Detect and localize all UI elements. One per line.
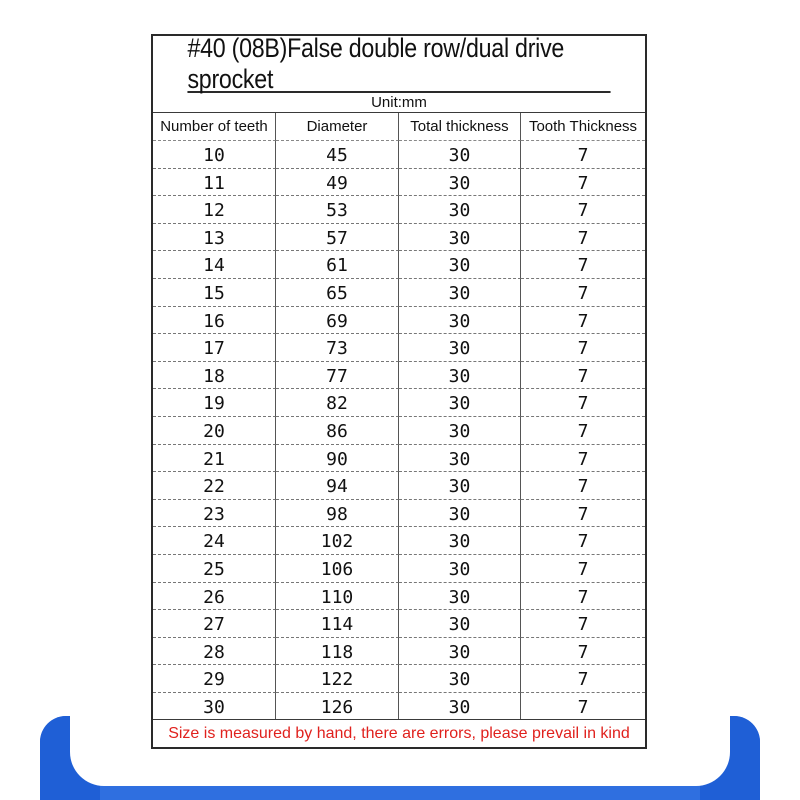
table-cell: 110: [276, 583, 399, 611]
table-cell: 53: [276, 196, 399, 224]
table-cell: 30: [399, 665, 521, 693]
table-cell: 7: [521, 224, 645, 252]
table-cell: 30: [399, 527, 521, 555]
table-cell: 7: [521, 141, 645, 169]
table-cell: 30: [399, 251, 521, 279]
table-cell: 30: [399, 307, 521, 335]
table-cell: 29: [153, 665, 276, 693]
table-cell: 7: [521, 693, 645, 721]
column-header-total-thickness: Total thickness: [399, 113, 521, 141]
table-cell: 30: [399, 279, 521, 307]
table-cell: 30: [399, 362, 521, 390]
table-cell: 7: [521, 362, 645, 390]
table-cell: 30: [399, 472, 521, 500]
table-cell: 7: [521, 638, 645, 666]
table-cell: 7: [521, 389, 645, 417]
table-cell: 86: [276, 417, 399, 445]
table-cell: 7: [521, 583, 645, 611]
table-cell: 65: [276, 279, 399, 307]
table-cell: 45: [276, 141, 399, 169]
table-cell: 7: [521, 334, 645, 362]
table-cell: 24: [153, 527, 276, 555]
table-cell: 30: [399, 334, 521, 362]
table-cell: 25: [153, 555, 276, 583]
table-cell: 114: [276, 610, 399, 638]
table-cell: 69: [276, 307, 399, 335]
column-header-teeth: Number of teeth: [153, 113, 276, 141]
table-cell: 7: [521, 610, 645, 638]
table-cell: 30: [399, 224, 521, 252]
column-header-tooth-thickness: Tooth Thickness: [521, 113, 645, 141]
table-cell: 49: [276, 169, 399, 197]
table-cell: 7: [521, 665, 645, 693]
table-cell: 7: [521, 169, 645, 197]
table-cell: 126: [276, 693, 399, 721]
table-cell: 7: [521, 555, 645, 583]
table-cell: 30: [399, 500, 521, 528]
table-cell: 7: [521, 500, 645, 528]
table-cell: 21: [153, 445, 276, 473]
table-cell: 30: [399, 638, 521, 666]
table-cell: 77: [276, 362, 399, 390]
table-cell: 7: [521, 445, 645, 473]
table-cell: 7: [521, 472, 645, 500]
table-cell: 15: [153, 279, 276, 307]
table-cell: 30: [399, 583, 521, 611]
table-cell: 90: [276, 445, 399, 473]
table-cell: 61: [276, 251, 399, 279]
table-cell: 106: [276, 555, 399, 583]
table-cell: 30: [399, 389, 521, 417]
table-cell: 30: [399, 693, 521, 721]
table-cell: 30: [153, 693, 276, 721]
table-cell: 82: [276, 389, 399, 417]
table-cell: 94: [276, 472, 399, 500]
table-cell: 122: [276, 665, 399, 693]
table-cell: 11: [153, 169, 276, 197]
table-cell: 30: [399, 610, 521, 638]
table-grid: [153, 113, 645, 720]
table-cell: 10: [153, 141, 276, 169]
table-cell: 12: [153, 196, 276, 224]
table-cell: 30: [399, 141, 521, 169]
table-cell: 7: [521, 279, 645, 307]
measurement-note: Size is measured by hand, there are errors, please prevail in kind: [153, 719, 645, 747]
table-cell: 7: [521, 417, 645, 445]
table-cell: 73: [276, 334, 399, 362]
table-cell: 7: [521, 196, 645, 224]
table-cell: 27: [153, 610, 276, 638]
spec-table: [151, 34, 647, 749]
table-cell: 118: [276, 638, 399, 666]
table-cell: 7: [521, 527, 645, 555]
table-cell: 30: [399, 445, 521, 473]
table-title: #40 (08B)False double row/dual drive sprocket: [187, 36, 610, 93]
unit-label: Unit:mm: [153, 93, 645, 113]
table-cell: 30: [399, 169, 521, 197]
table-cell: 7: [521, 251, 645, 279]
column-header-diameter: Diameter: [276, 113, 399, 141]
table-cell: 30: [399, 196, 521, 224]
table-cell: 18: [153, 362, 276, 390]
table-cell: 98: [276, 500, 399, 528]
table-cell: 30: [399, 417, 521, 445]
table-cell: 16: [153, 307, 276, 335]
table-cell: 13: [153, 224, 276, 252]
table-cell: 30: [399, 555, 521, 583]
table-cell: 57: [276, 224, 399, 252]
table-cell: 19: [153, 389, 276, 417]
table-cell: 102: [276, 527, 399, 555]
table-cell: 17: [153, 334, 276, 362]
table-cell: 26: [153, 583, 276, 611]
table-cell: 14: [153, 251, 276, 279]
table-cell: 22: [153, 472, 276, 500]
table-cell: 23: [153, 500, 276, 528]
table-cell: 28: [153, 638, 276, 666]
table-cell: 7: [521, 307, 645, 335]
table-cell: 20: [153, 417, 276, 445]
